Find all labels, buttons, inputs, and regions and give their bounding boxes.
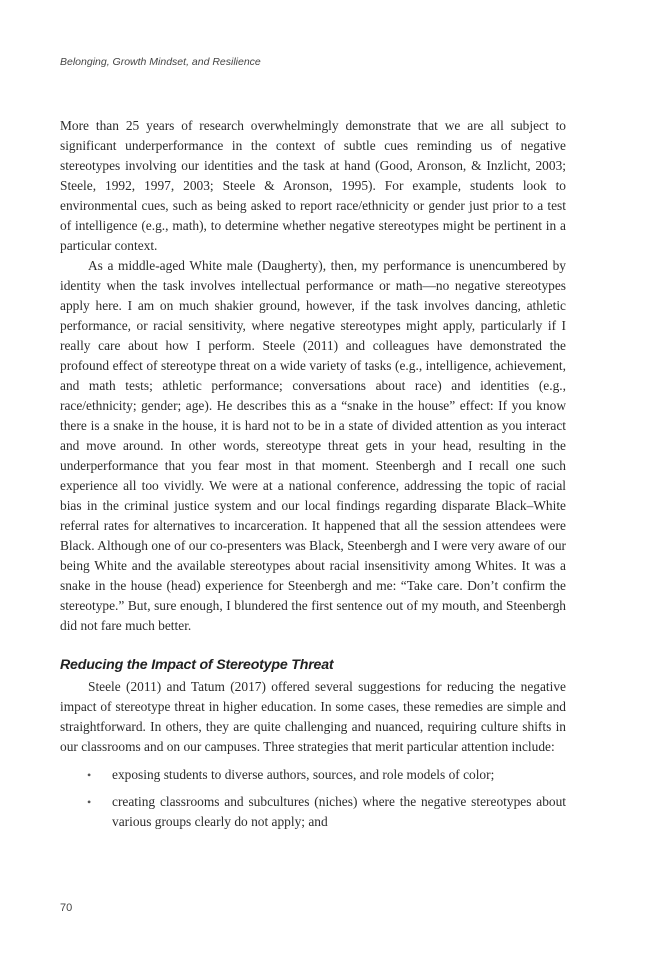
bullet-icon: • — [87, 795, 92, 809]
bullet-item-1 — [60, 765, 566, 785]
bullet-text: exposing students to diverse authors, sources, and role models of color; — [112, 767, 495, 782]
bullet-list — [60, 765, 566, 832]
bullet-text: creating classrooms and subcultures (niches) where the negative stereotypes about various groups clearly do not apply; and — [112, 794, 566, 829]
bullet-item-2 — [60, 792, 566, 832]
paragraph-1: More than 25 years of research overwhelmingly demonstrate that we are all subject to significant underperformance in the context of subtle cues reminding us of negative stereotypes involving our identities and the task at hand (Good, Aronson, & Inzlicht, 2003; Steele, 1992, 1997, 2003; Steele & Aronson, 1995). For example, students look to environmental cues, such as being asked to report race/ethnicity or gender just prior to a test of intelligence (e.g., math), to determine whether negative stereotypes might be pertinent in a particular context. — [60, 118, 566, 253]
running-head: Belonging, Growth Mindset, and Resilience — [60, 56, 261, 68]
bullet-icon: • — [87, 768, 92, 782]
section-heading: Reducing the Impact of Stereotype Threat — [60, 657, 334, 673]
body-text — [60, 116, 566, 839]
section-paragraph: Steele (2011) and Tatum (2017) offered several suggestions for reducing the negative impact of stereotype threat in higher education. In some cases, these remedies are simple and straightforward. In others, they are quite challenging and nuanced, requiring culture shifts in our classrooms and on our campuses. Three strategies that merit particular attention include: — [60, 679, 566, 754]
paragraph-2: As a middle-aged White male (Daugherty), then, my performance is unencumbered by identity when the task involves intellectual performance or math—no negative stereotypes apply here. I am on much shakier ground, however, if the task involves dancing, athletic performance, or racial sensitivity, where negative stereotypes might apply, particularly if I really care about how I perform. Steele (2011) and colleagues have demonstrated the profound effect of stereotype threat on a wide variety of tasks (e.g., intelligence, achievement, and math tests; athletic performance; conversations about race) and identities (e.g., race/ethnicity; gender; age). He describes this as a “snake in the house” effect: If you know there is a snake in the house, it is hard not to be in a state of divided attention as you interact and move around. In other words, stereotype threat gets in your head, resulting in the underperformance that you fear most in that moment. Steenbergh and I recall one such experience all too vividly. We were at a national conference, addressing the topic of racial bias in the criminal justice system and our local findings regarding disparate Black–White referral rates for alternatives to incarceration. It happened that all the session attendees were Black. Although one of our co-presenters was Black, Steenbergh and I were very aware of our being White and the available stereotypes about racial insensitivity among Whites. It was a snake in the house (head) experience for Steenbergh and me: “Take care. Don’t confirm the stereotype.” But, sure enough, I blundered the first sentence out of my mouth, and Steenbergh did not fare much better. — [60, 258, 566, 633]
page-number: 70 — [60, 902, 73, 914]
